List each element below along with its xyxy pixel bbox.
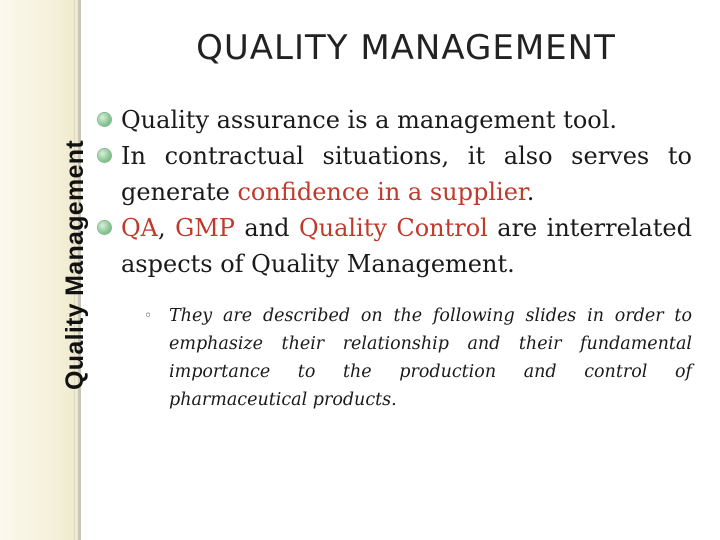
highlighted-term-gmp: GMP <box>175 214 235 242</box>
bullet-item-1 <box>96 102 692 138</box>
separator-text: , <box>158 214 176 242</box>
hollow-circle-icon: ◦ <box>144 308 153 324</box>
bullet-dot-icon <box>98 113 111 126</box>
bullet-text-end: are interrelated aspects of Quality Management. <box>121 214 692 278</box>
bullet-text-end: . <box>526 178 535 206</box>
highlighted-term-quality-control: Quality Control <box>298 214 488 242</box>
bullet-dot-icon <box>98 221 111 234</box>
sub-bullet-list <box>121 302 692 414</box>
highlighted-term-qa: QA <box>121 214 159 242</box>
bullet-text: In contractual situations, it also serves to generate <box>121 142 692 206</box>
bullet-text: Quality assurance is a management tool. <box>121 106 618 134</box>
separator-text: and <box>234 214 299 242</box>
sub-bullet-text: They are described on the following slides in order to emphasize their relationship and their fundamental importance to the production and control of pharmaceutical products. <box>169 306 692 410</box>
bullet-list <box>96 102 692 414</box>
bullet-item-3 <box>96 210 692 414</box>
highlighted-phrase: confidence in a supplier <box>237 178 527 206</box>
slide-title: QUALITY MANAGEMENT <box>196 28 616 68</box>
bullet-dot-icon <box>98 149 111 162</box>
vertical-section-title: Quality Management <box>61 140 89 390</box>
sub-bullet-item <box>121 302 692 414</box>
bullet-item-2 <box>96 138 692 210</box>
